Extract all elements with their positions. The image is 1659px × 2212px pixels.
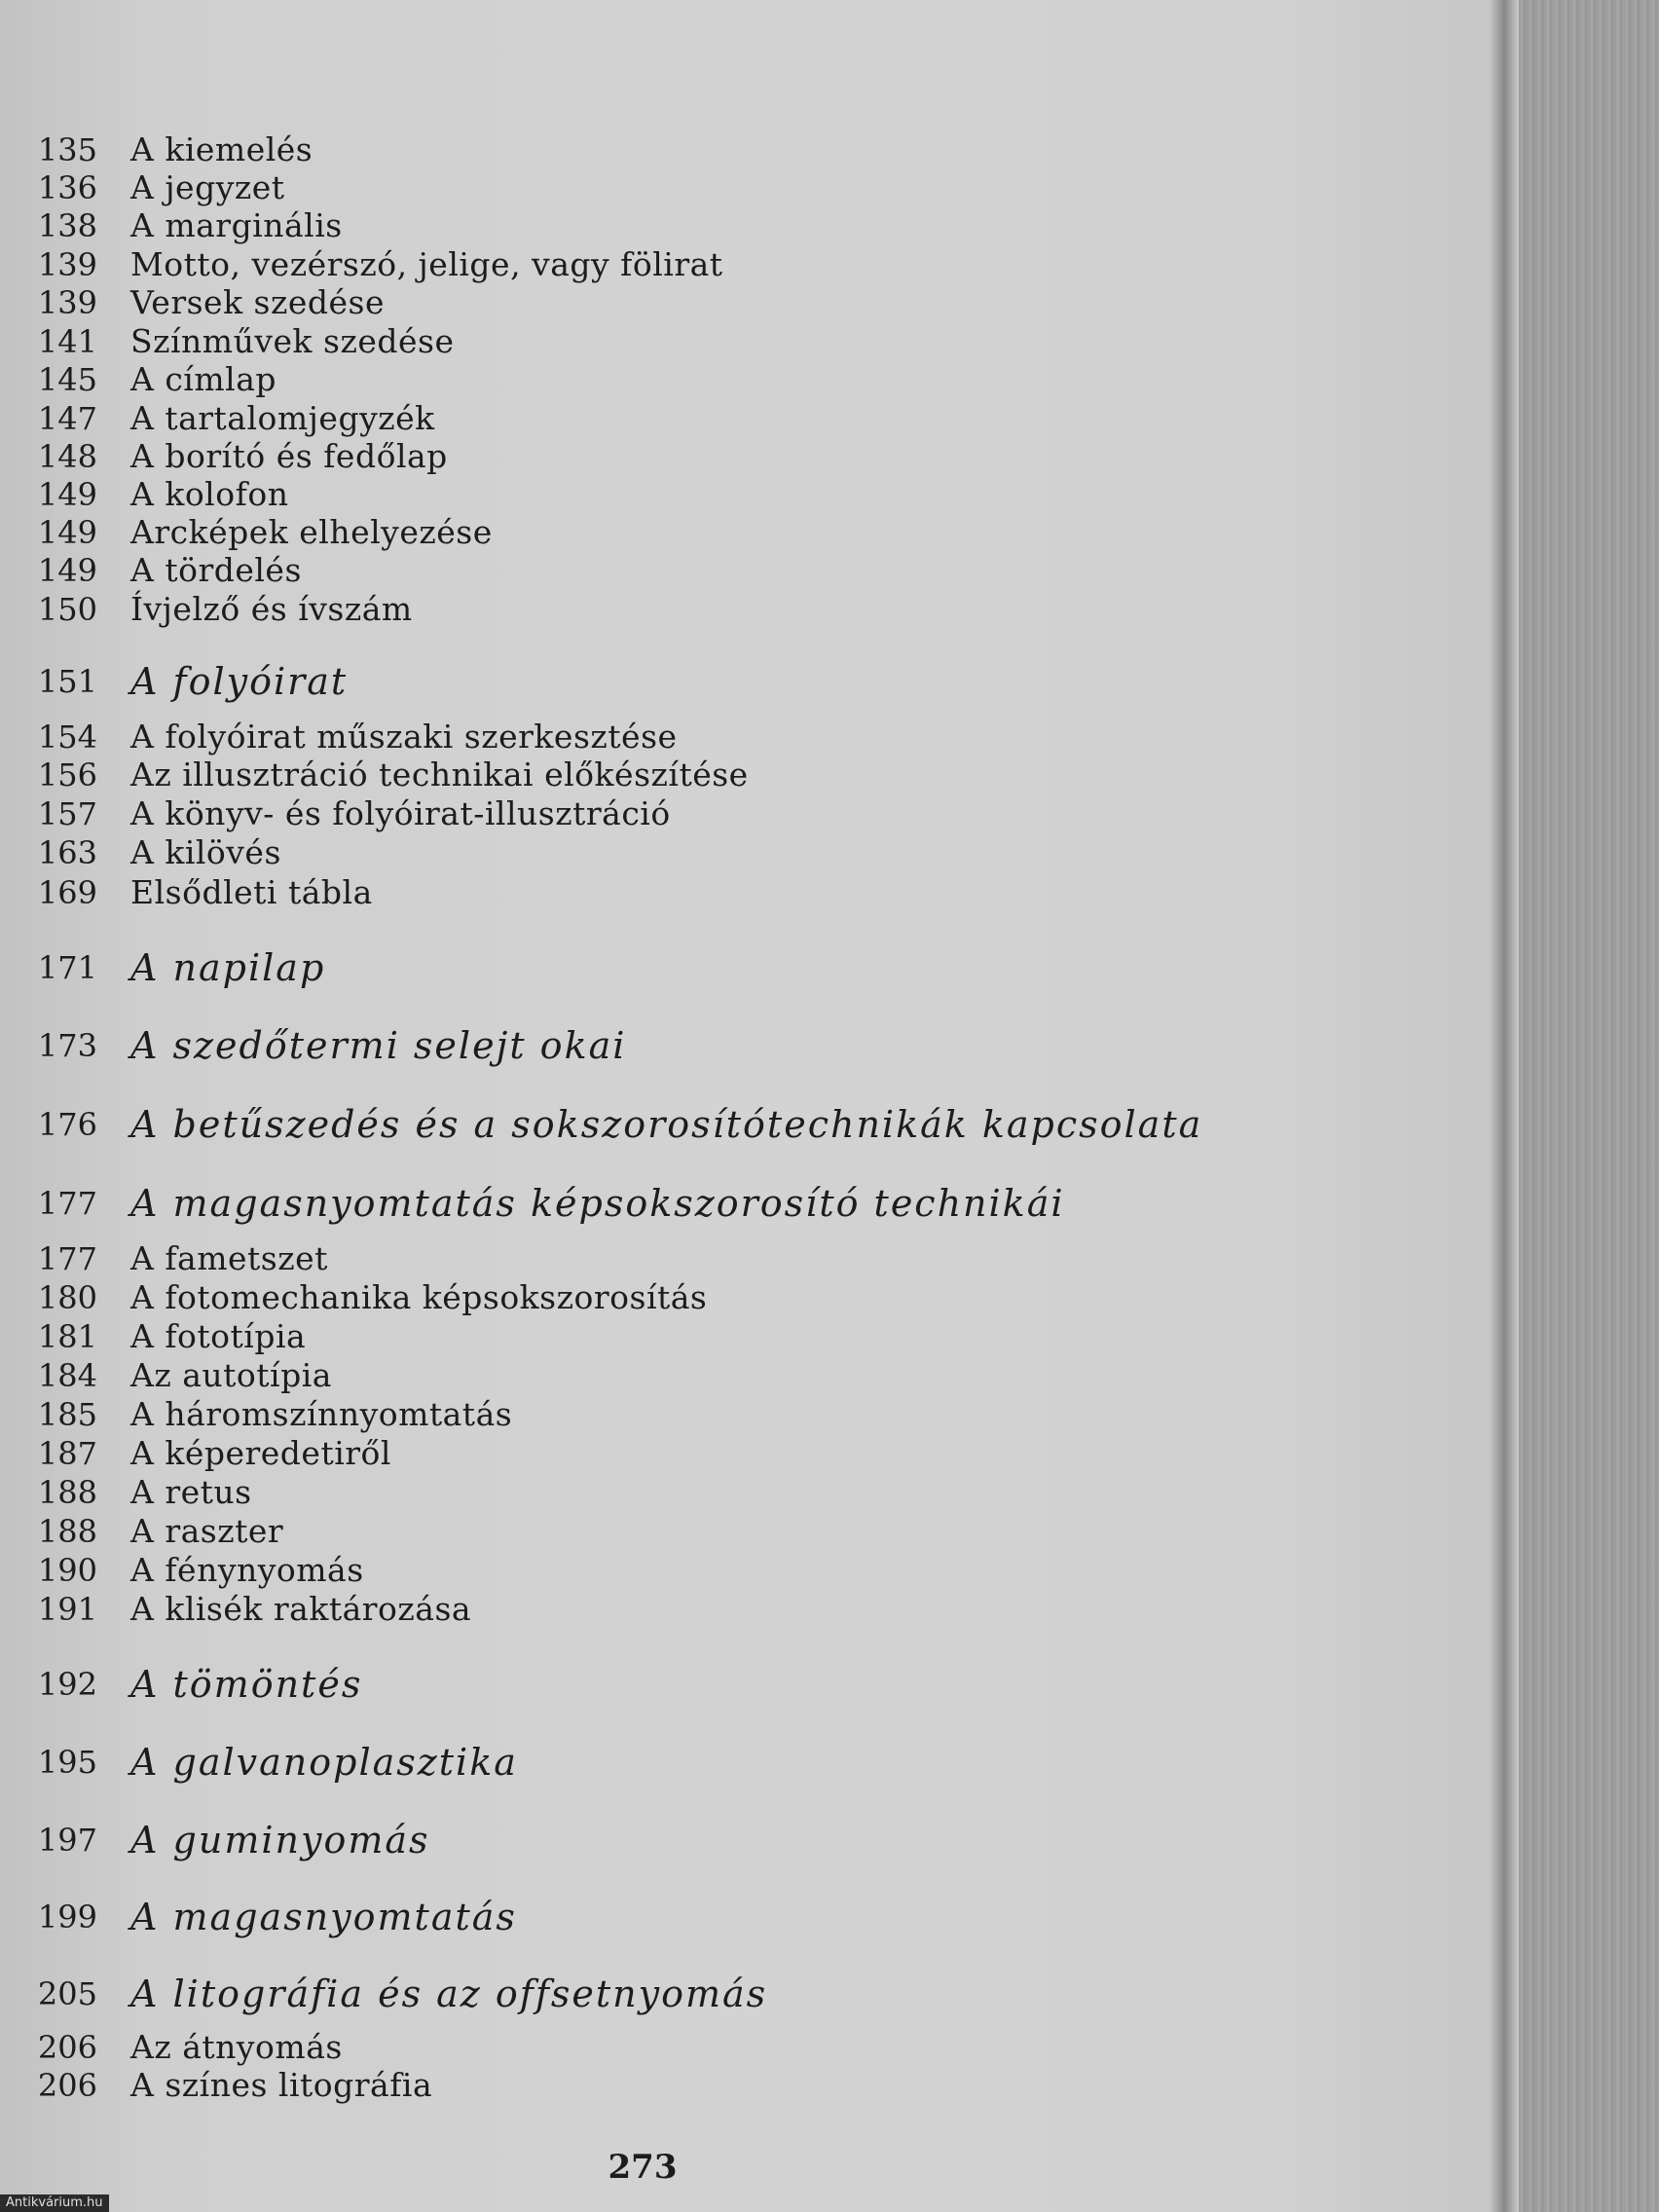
toc-page-number: 147	[37, 400, 97, 437]
toc-title: A fotomechanika képsokszorosítás	[130, 1278, 708, 1316]
toc-title: Motto, vezérszó, jelige, vagy fölirat	[130, 245, 723, 283]
toc-page-number: 139	[37, 284, 97, 321]
toc-title: A színes litográfia	[130, 2066, 433, 2104]
toc-title: A tömöntés	[130, 1663, 363, 1706]
toc-page-number: 206	[37, 2067, 97, 2104]
toc-page-number: 149	[37, 476, 97, 513]
toc-title: A tördelés	[130, 551, 302, 589]
toc-page-number: 173	[37, 1027, 97, 1064]
toc-title: A litográfia és az offsetnyomás	[130, 1972, 768, 2015]
toc-page-number: 177	[37, 1240, 97, 1277]
toc-title: A raszter	[130, 1512, 284, 1550]
toc-title: A kolofon	[130, 475, 289, 513]
toc-title: A címlap	[130, 360, 277, 398]
toc-title: A galvanoplasztika	[130, 1741, 518, 1784]
toc-page-number: 154	[37, 719, 97, 756]
toc-page-number: 145	[37, 361, 97, 398]
toc-page-number: 199	[37, 1899, 97, 1936]
toc-title: Ívjelző és ívszám	[130, 590, 413, 628]
toc-page-number: 180	[37, 1279, 97, 1316]
toc-title: Arcképek elhelyezése	[130, 513, 493, 551]
toc-page-number: 151	[37, 663, 97, 700]
toc-page-number: 148	[37, 438, 97, 475]
toc-page-number: 171	[37, 949, 97, 986]
toc-title: A magasnyomtatás képsokszorosító technikái	[130, 1182, 1065, 1225]
toc-title: A kiemelés	[130, 130, 313, 168]
toc-page-number: 190	[37, 1552, 97, 1589]
toc-title: A guminyomás	[130, 1819, 430, 1862]
toc-title: A háromszínnyomtatás	[130, 1395, 513, 1433]
toc-title: A szedőtermi selejt okai	[130, 1024, 627, 1067]
toc-page-number: 187	[37, 1435, 97, 1472]
page-number: 273	[608, 2148, 678, 2187]
toc-page-number: 177	[37, 1185, 97, 1222]
toc-title: A retus	[130, 1473, 252, 1511]
toc-page-number: 195	[37, 1744, 97, 1781]
toc-page-number: 197	[37, 1822, 97, 1859]
toc-title: A jegyzet	[130, 168, 285, 206]
toc-title: A kilövés	[130, 833, 281, 871]
toc-page-number: 169	[37, 874, 97, 911]
toc-title: Az illusztráció technikai előkészítése	[130, 756, 749, 793]
toc-page-number: 141	[37, 323, 97, 360]
toc-page-number: 188	[37, 1513, 97, 1550]
toc-title: Színművek szedése	[130, 322, 455, 360]
toc-page-number: 188	[37, 1474, 97, 1511]
watermark: Antikvárium.hu	[0, 2194, 109, 2212]
toc-page-number: 205	[37, 1975, 97, 2012]
toc-title: A magasnyomtatás	[130, 1896, 517, 1938]
spine-shadow	[1490, 0, 1519, 2212]
toc-page-number: 191	[37, 1591, 97, 1628]
toc-page-number: 181	[37, 1318, 97, 1355]
toc-title: A folyóirat műszaki szerkesztése	[130, 718, 678, 756]
toc-page-number: 135	[37, 131, 97, 168]
toc-page-number: 136	[37, 169, 97, 206]
toc-page-number: 149	[37, 514, 97, 551]
toc-page-number: 185	[37, 1396, 97, 1433]
toc-title: A képeredetiről	[130, 1434, 391, 1472]
toc-page-number: 192	[37, 1666, 97, 1703]
toc-title: A könyv- és folyóirat-illusztráció	[130, 794, 671, 832]
toc-title: A betűszedés és a sokszorosítótechnikák kapcsolata	[130, 1103, 1203, 1146]
toc-title: A napilap	[130, 946, 326, 989]
toc-title: Versek szedése	[130, 283, 386, 321]
toc-title: A folyóirat	[130, 660, 349, 703]
toc-title: A fénynyomás	[130, 1551, 364, 1589]
toc-page-number: 138	[37, 207, 97, 244]
toc-page-number: 206	[37, 2029, 97, 2066]
toc-title: Az autotípia	[130, 1356, 332, 1394]
toc-title: Elsődleti tábla	[130, 873, 373, 911]
toc-page-number: 149	[37, 552, 97, 589]
toc-page-number: 163	[37, 834, 97, 871]
toc-page-number: 176	[37, 1106, 97, 1143]
toc-title: A borító és fedőlap	[130, 437, 448, 475]
toc-page-number: 150	[37, 591, 97, 628]
toc-title: A tartalomjegyzék	[130, 399, 435, 437]
toc-title: A klisék raktározása	[130, 1590, 472, 1628]
toc-title: A marginális	[130, 206, 343, 244]
toc-title: A fototípia	[130, 1317, 307, 1355]
toc-page-number: 139	[37, 246, 97, 283]
toc-page-number: 184	[37, 1357, 97, 1394]
toc-page-number: 157	[37, 795, 97, 832]
toc-page-number: 156	[37, 756, 97, 793]
toc-title: Az átnyomás	[130, 2028, 343, 2066]
toc-title: A fametszet	[130, 1239, 328, 1277]
adjacent-page-edge	[1519, 0, 1659, 2212]
